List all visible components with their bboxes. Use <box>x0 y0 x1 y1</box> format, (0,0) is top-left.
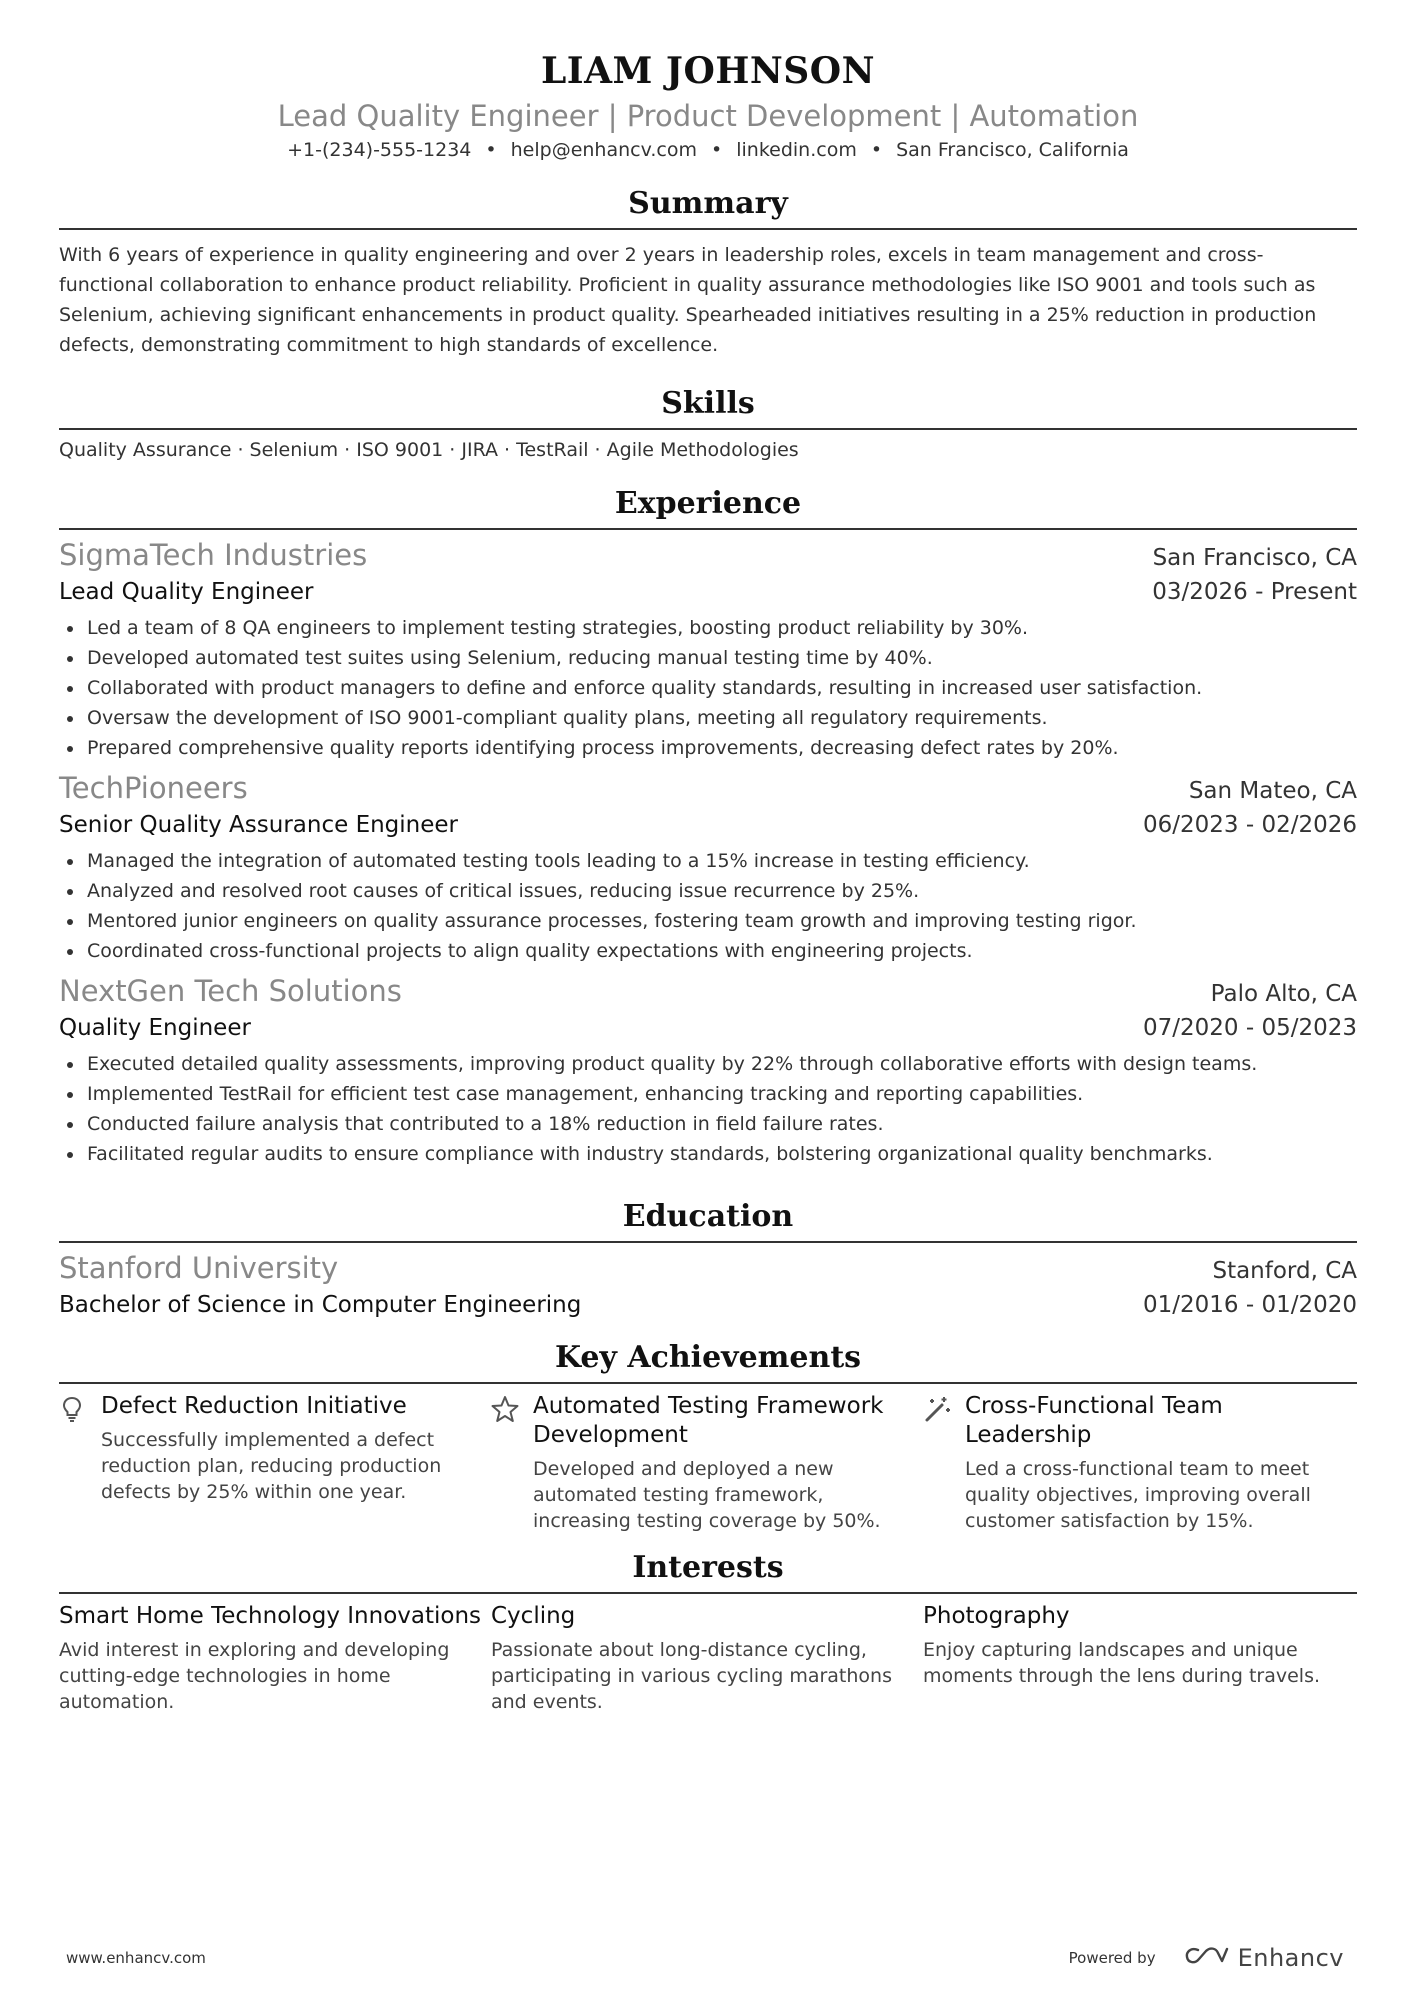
candidate-title: Lead Quality Engineer | Product Development | Automation <box>277 99 1139 133</box>
contact-line <box>59 136 1357 164</box>
section-heading-summary: Summary <box>59 182 1357 230</box>
bullet-item: Coordinated cross-functional projects to align quality expectations with engineering projects. <box>87 936 1357 966</box>
footer-url[interactable]: www.enhancv.com <box>66 1949 206 1967</box>
interest-item <box>923 1602 1355 1715</box>
footer-branding <box>1069 1944 1344 1972</box>
job-dates: 06/2023 - 02/2026 <box>1142 812 1357 838</box>
interest-title: Smart Home Technology Innovations <box>59 1603 482 1629</box>
job-role: Quality Engineer <box>59 1015 251 1041</box>
email[interactable]: help@enhancv.com <box>510 139 697 161</box>
achievement-item <box>923 1392 1355 1534</box>
section-heading-skills: Skills <box>59 382 1357 430</box>
interest-desc: Enjoy capturing landscapes and unique moments through the lens during travels. <box>923 1639 1321 1687</box>
skills-section <box>59 382 1357 464</box>
education-entry <box>59 1249 1357 1322</box>
job-location: San Francisco, CA <box>1152 545 1357 571</box>
bullet-item: Collaborated with product managers to define and enforce quality standards, resulting in increased user satisfaction. <box>87 673 1357 703</box>
resume-page <box>59 48 1357 1715</box>
resume-header <box>59 48 1357 164</box>
powered-by-label: Powered by <box>1068 1949 1156 1967</box>
separator-dot: • <box>485 139 497 161</box>
section-heading-experience: Experience <box>59 482 1357 530</box>
job-entry <box>59 972 1357 1169</box>
job-bullets <box>59 846 1357 966</box>
summary-text: With 6 years of experience in quality engineering and over 2 years in leadership roles, excels in team management and cross-functional collaboration to enhance product reliability. Proficient in quality assurance methodologies like ISO 9001 and tools such as Selenium, achieving significant enhancements in product quality. Spearheaded initiatives resulting in a 25% reduction in production defects, demonstrating commitment to high standards of excellence. <box>59 244 1317 356</box>
experience-section <box>59 482 1357 1169</box>
bullet-item: Developed automated test suites using Selenium, reducing manual testing time by 40%. <box>87 643 1357 673</box>
interest-item <box>59 1602 491 1715</box>
section-heading-achievements: Key Achievements <box>59 1336 1357 1384</box>
achievement-title: Automated Testing Framework Development <box>533 1393 884 1448</box>
degree: Bachelor of Science in Computer Engineering <box>59 1292 582 1318</box>
skills-list: Quality Assurance · Selenium · ISO 9001 · JIRA · TestRail · Agile Methodologies <box>59 439 799 461</box>
bullet-item: Led a team of 8 QA engineers to implement testing strategies, boosting product reliability by 30%. <box>87 613 1357 643</box>
job-dates: 03/2026 - Present <box>1152 579 1357 605</box>
interest-item <box>491 1602 923 1715</box>
job-role: Lead Quality Engineer <box>59 579 314 605</box>
school-name: Stanford University <box>59 1251 339 1285</box>
section-heading-interests: Interests <box>59 1546 1357 1594</box>
bullet-item: Managed the integration of automated testing tools leading to a 15% increase in testing efficiency. <box>87 846 1357 876</box>
lightbulb-icon <box>59 1392 101 1534</box>
company-name: NextGen Tech Solutions <box>59 974 402 1008</box>
candidate-location: San Francisco, California <box>896 139 1129 161</box>
achievement-item <box>59 1392 491 1534</box>
school-location: Stanford, CA <box>1212 1258 1357 1284</box>
bullet-item: Conducted failure analysis that contributed to a 18% reduction in field failure rates. <box>87 1109 1357 1139</box>
education-section <box>59 1195 1357 1322</box>
job-bullets <box>59 613 1357 763</box>
achievements-grid <box>59 1392 1357 1534</box>
achievement-title: Defect Reduction Initiative <box>101 1393 407 1419</box>
bullet-item: Analyzed and resolved root causes of critical issues, reducing issue recurrence by 25%. <box>87 876 1357 906</box>
star-icon <box>491 1392 533 1534</box>
achievement-desc: Led a cross-functional team to meet quality objectives, improving overall customer satisfaction by 15%. <box>965 1458 1311 1532</box>
job-dates: 07/2020 - 05/2023 <box>1142 1015 1357 1041</box>
company-name: SigmaTech Industries <box>59 538 368 572</box>
job-role: Senior Quality Assurance Engineer <box>59 812 458 838</box>
education-dates: 01/2016 - 01/2020 <box>1142 1292 1357 1318</box>
bullet-item: Implemented TestRail for efficient test case management, enhancing tracking and reporting capabilities. <box>87 1079 1357 1109</box>
bullet-item: Prepared comprehensive quality reports identifying process improvements, decreasing defect rates by 20%. <box>87 733 1357 763</box>
achievements-section <box>59 1336 1357 1534</box>
job-bullets <box>59 1049 1357 1169</box>
interest-desc: Passionate about long-distance cycling, participating in various cycling marathons and events. <box>491 1639 892 1713</box>
achievement-title: Cross-Functional Team Leadership <box>965 1393 1223 1448</box>
interest-title: Photography <box>923 1603 1070 1629</box>
enhancv-logo-icon <box>1184 1945 1230 1971</box>
bullet-item: Mentored junior engineers on quality assurance processes, fostering team growth and improving testing rigor. <box>87 906 1357 936</box>
candidate-name: LIAM JOHNSON <box>540 50 876 92</box>
bullet-item: Executed detailed quality assessments, improving product quality by 22% through collaborative efforts with design teams. <box>87 1049 1357 1079</box>
separator-dot: • <box>870 139 883 161</box>
achievement-desc: Developed and deployed a new automated testing framework, increasing testing coverage by 50%. <box>533 1458 881 1532</box>
job-location: Palo Alto, CA <box>1210 981 1357 1007</box>
job-location: San Mateo, CA <box>1188 778 1357 804</box>
phone[interactable]: +1-(234)-555-1234 <box>287 139 472 161</box>
interest-title: Cycling <box>491 1603 576 1629</box>
job-entry <box>59 769 1357 966</box>
bullet-item: Facilitated regular audits to ensure compliance with industry standards, bolstering organizational quality benchmarks. <box>87 1139 1357 1169</box>
company-name: TechPioneers <box>59 771 248 805</box>
separator-dot: • <box>711 139 723 161</box>
linkedin[interactable]: linkedin.com <box>736 139 857 161</box>
interest-desc: Avid interest in exploring and developing cutting-edge technologies in home automation. <box>59 1639 450 1713</box>
job-entry <box>59 536 1357 763</box>
bullet-item: Oversaw the development of ISO 9001-compliant quality plans, meeting all regulatory requirements. <box>87 703 1357 733</box>
section-heading-education: Education <box>59 1195 1357 1243</box>
summary-section <box>59 182 1357 360</box>
brand-name: Enhancv <box>1237 1944 1344 1972</box>
interests-section <box>59 1546 1357 1715</box>
achievement-item <box>491 1392 923 1534</box>
interests-grid <box>59 1602 1357 1715</box>
achievement-desc: Successfully implemented a defect reduction plan, reducing production defects by 25% within one year. <box>101 1429 442 1503</box>
magic-wand-icon <box>923 1392 965 1534</box>
page-footer <box>66 1944 1344 1972</box>
